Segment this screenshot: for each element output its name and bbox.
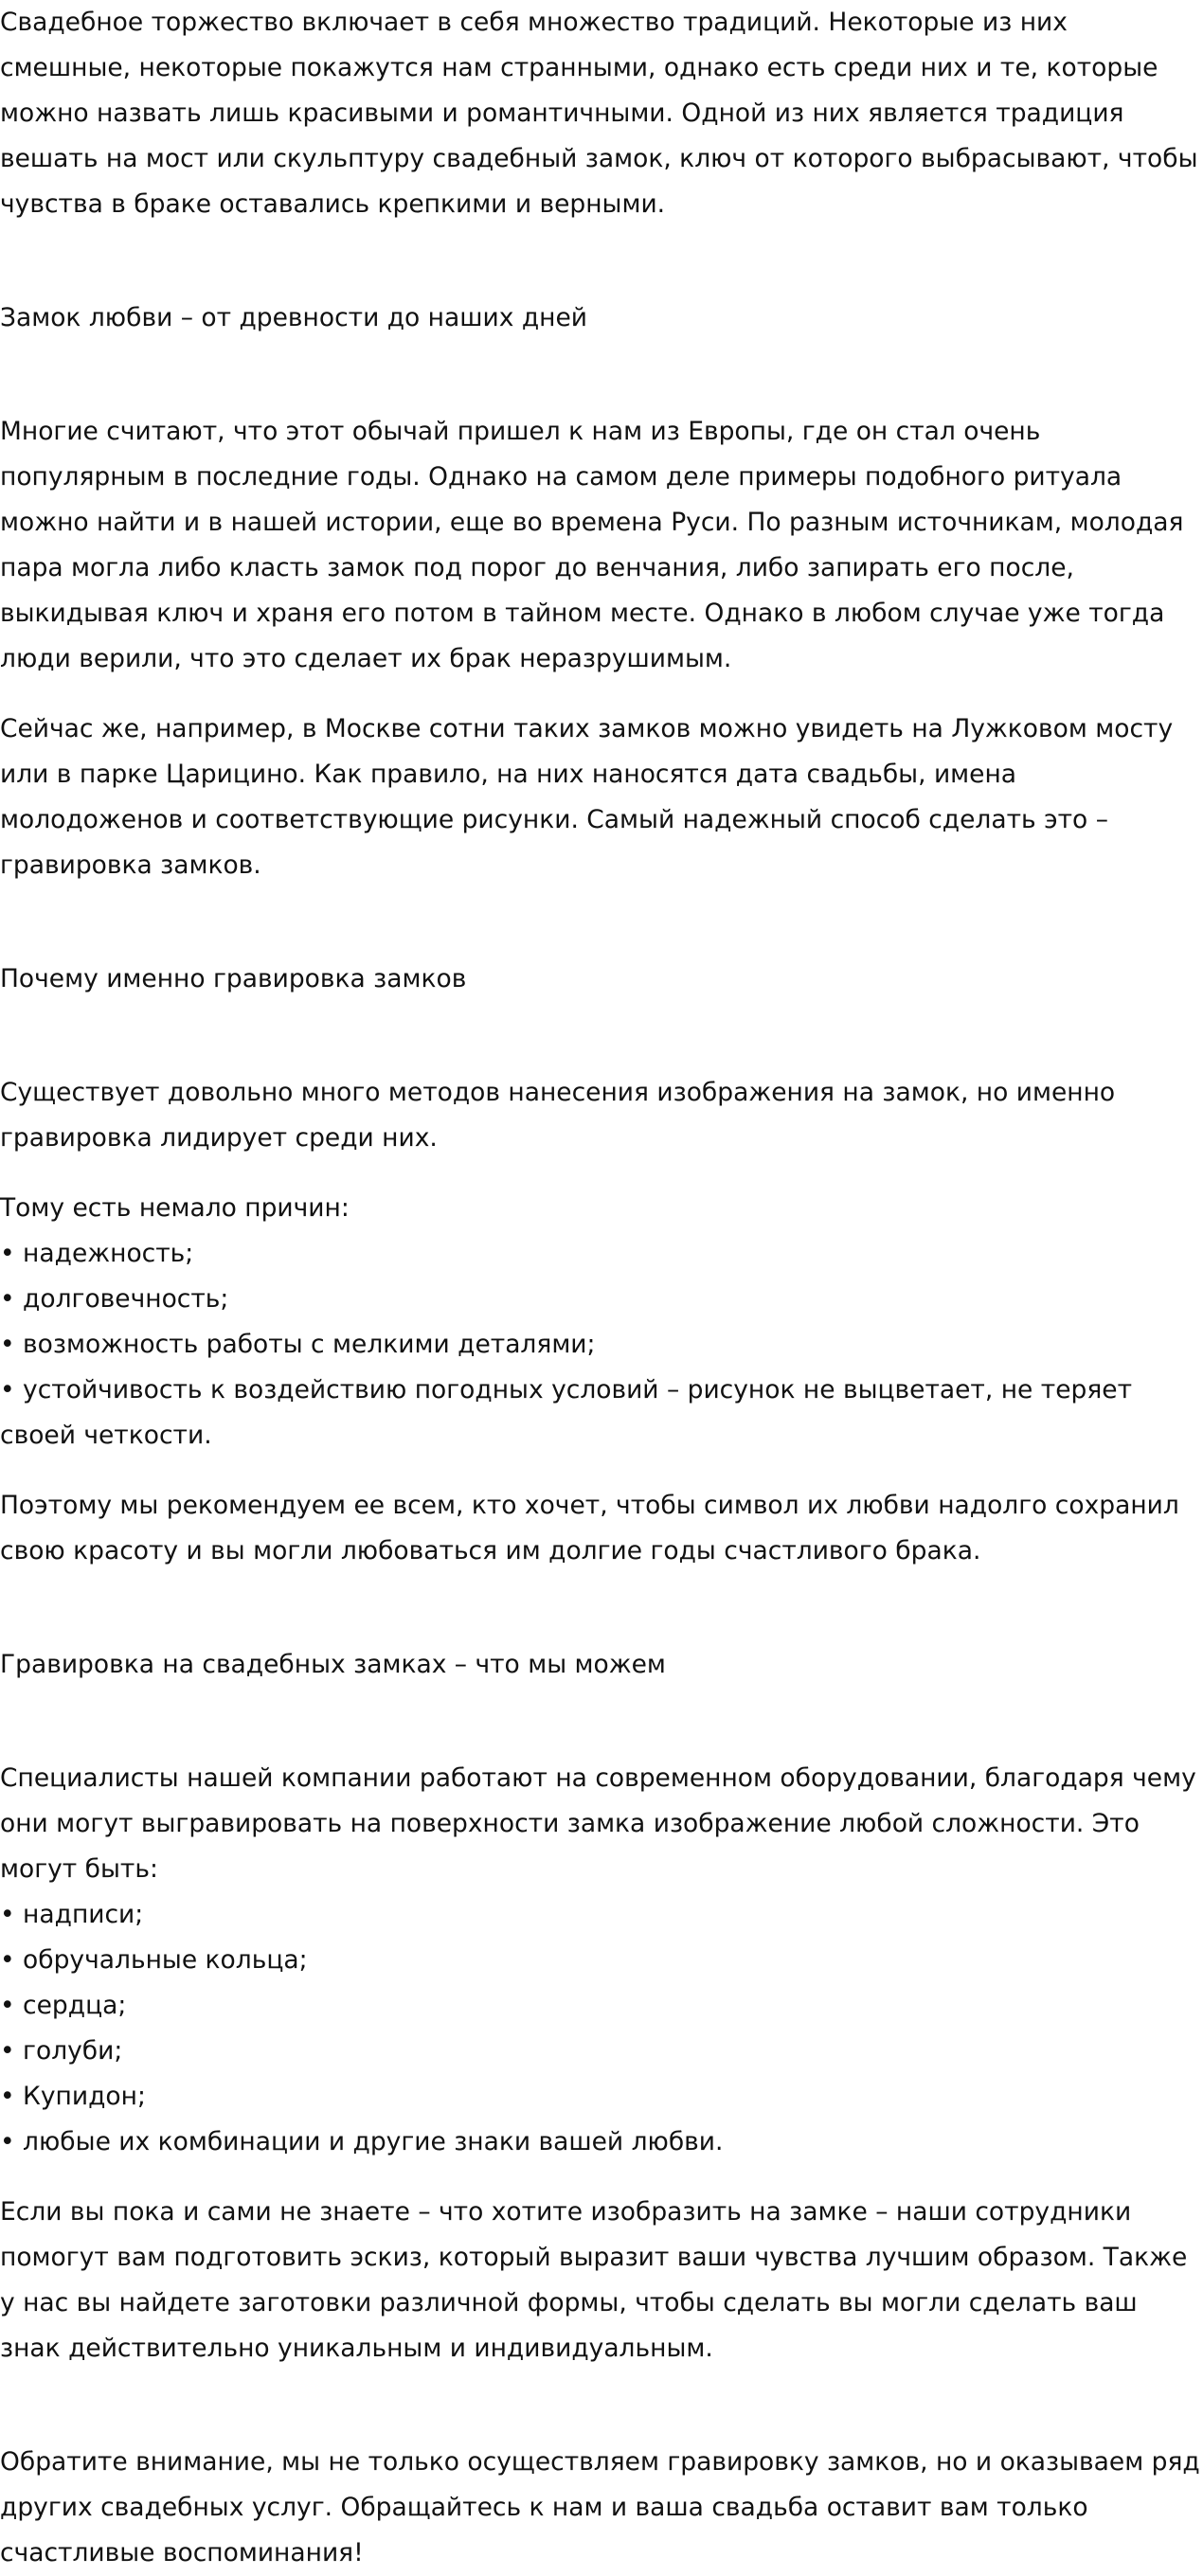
list-item: • обручальные кольца; bbox=[0, 1945, 308, 1975]
reasons-intro: Тому есть немало причин: bbox=[0, 1193, 350, 1223]
list-item: • устойчивость к воздействию погодных условий – рисунок не выцветает, не теряет своей четкости. bbox=[0, 1375, 1133, 1450]
reasons-list bbox=[0, 1231, 1203, 1458]
intro-paragraph: Свадебное торжество включает в себя множество традиций. Некоторые из них смешные, некоторые покажутся нам странными, однако есть среди них и те, которые можно назвать лишь красивыми и романтичными. Одной из них является традиция вешать на мост или скульптуру свадебный замок, ключ от которого выбрасывают, чтобы чувства в браке оставались крепкими и верными. bbox=[0, 8, 1198, 219]
list-item: • голуби; bbox=[0, 2036, 123, 2066]
why-paragraph-2: Поэтому мы рекомендуем ее всем, кто хочет, чтобы символ их любви надолго сохранил свою красоту и вы могли любоваться им долгие годы счастливого брака. bbox=[0, 1491, 1179, 1565]
section-spacer bbox=[0, 2396, 1203, 2440]
list-item: • долговечность; bbox=[0, 1284, 229, 1314]
list-item: • сердца; bbox=[0, 1991, 127, 2020]
reasons-block bbox=[0, 1186, 1203, 1458]
list-item: • надписи; bbox=[0, 1900, 144, 1929]
capabilities-list bbox=[0, 1892, 1203, 2165]
section-heading-why-engraving: Почему именно гравировка замков bbox=[0, 964, 467, 993]
list-item: • возможность работы с мелкими деталями; bbox=[0, 1330, 596, 1359]
closing-paragraph: Обратите внимание, мы не только осуществляем гравировку замков, но и оказываем ряд других свадебных услуг. Обращайтесь к нам и ваша свадьба оставит вам только счастливые воспоминания! bbox=[0, 2447, 1200, 2567]
list-item: • надежность; bbox=[0, 1239, 194, 1268]
history-paragraph-2: Сейчас же, например, в Москве сотни таких замков можно увидеть на Лужковом мосту или в парке Царицино. Как правило, на них наносятся дата свадьбы, имена молодоженов и соответствующие рисунки. Самый надежный способ сделать это – гравировка замков. bbox=[0, 714, 1174, 880]
section-heading-what-we-can: Гравировка на свадебных замках – что мы можем bbox=[0, 1650, 666, 1679]
capabilities-paragraph: Если вы пока и сами не знаете – что хотите изобразить на замке – наши сотрудники помогут вам подготовить эскиз, который выразит ваши чувства лучшим образом. Также у нас вы найдете заготовки различной формы, чтобы сделать вы могли сделать ваш знак действительно уникальным и индивидуальным. bbox=[0, 2197, 1188, 2363]
list-item: • любые их комбинации и другие знаки вашей любви. bbox=[0, 2127, 724, 2156]
capabilities-block bbox=[0, 1756, 1203, 2165]
list-item: • Купидон; bbox=[0, 2082, 146, 2111]
section-heading-history: Замок любви – от древности до наших дней bbox=[0, 303, 587, 332]
why-paragraph-1: Существует довольно много методов нанесения изображения на замок, но именно гравировка лидирует среди них. bbox=[0, 1078, 1116, 1153]
capabilities-intro: Специалисты нашей компании работают на современном оборудовании, благодаря чему они могут выгравировать на поверхности замка изображение любой сложности. Это могут быть: bbox=[0, 1763, 1196, 1884]
history-paragraph-1: Многие считают, что этот обычай пришел к нам из Европы, где он стал очень популярным в последние годы. Однако на самом деле примеры подобного ритуала можно найти и в нашей истории, еще во времена Руси. По разным источникам, молодая пара могла либо класть замок под порог до венчания, либо запирать его после, выкидывая ключ и храня его потом в тайном месте. Однако в любом случае уже тогда люди верили, что это сделает их брак неразрушимым. bbox=[0, 417, 1184, 673]
